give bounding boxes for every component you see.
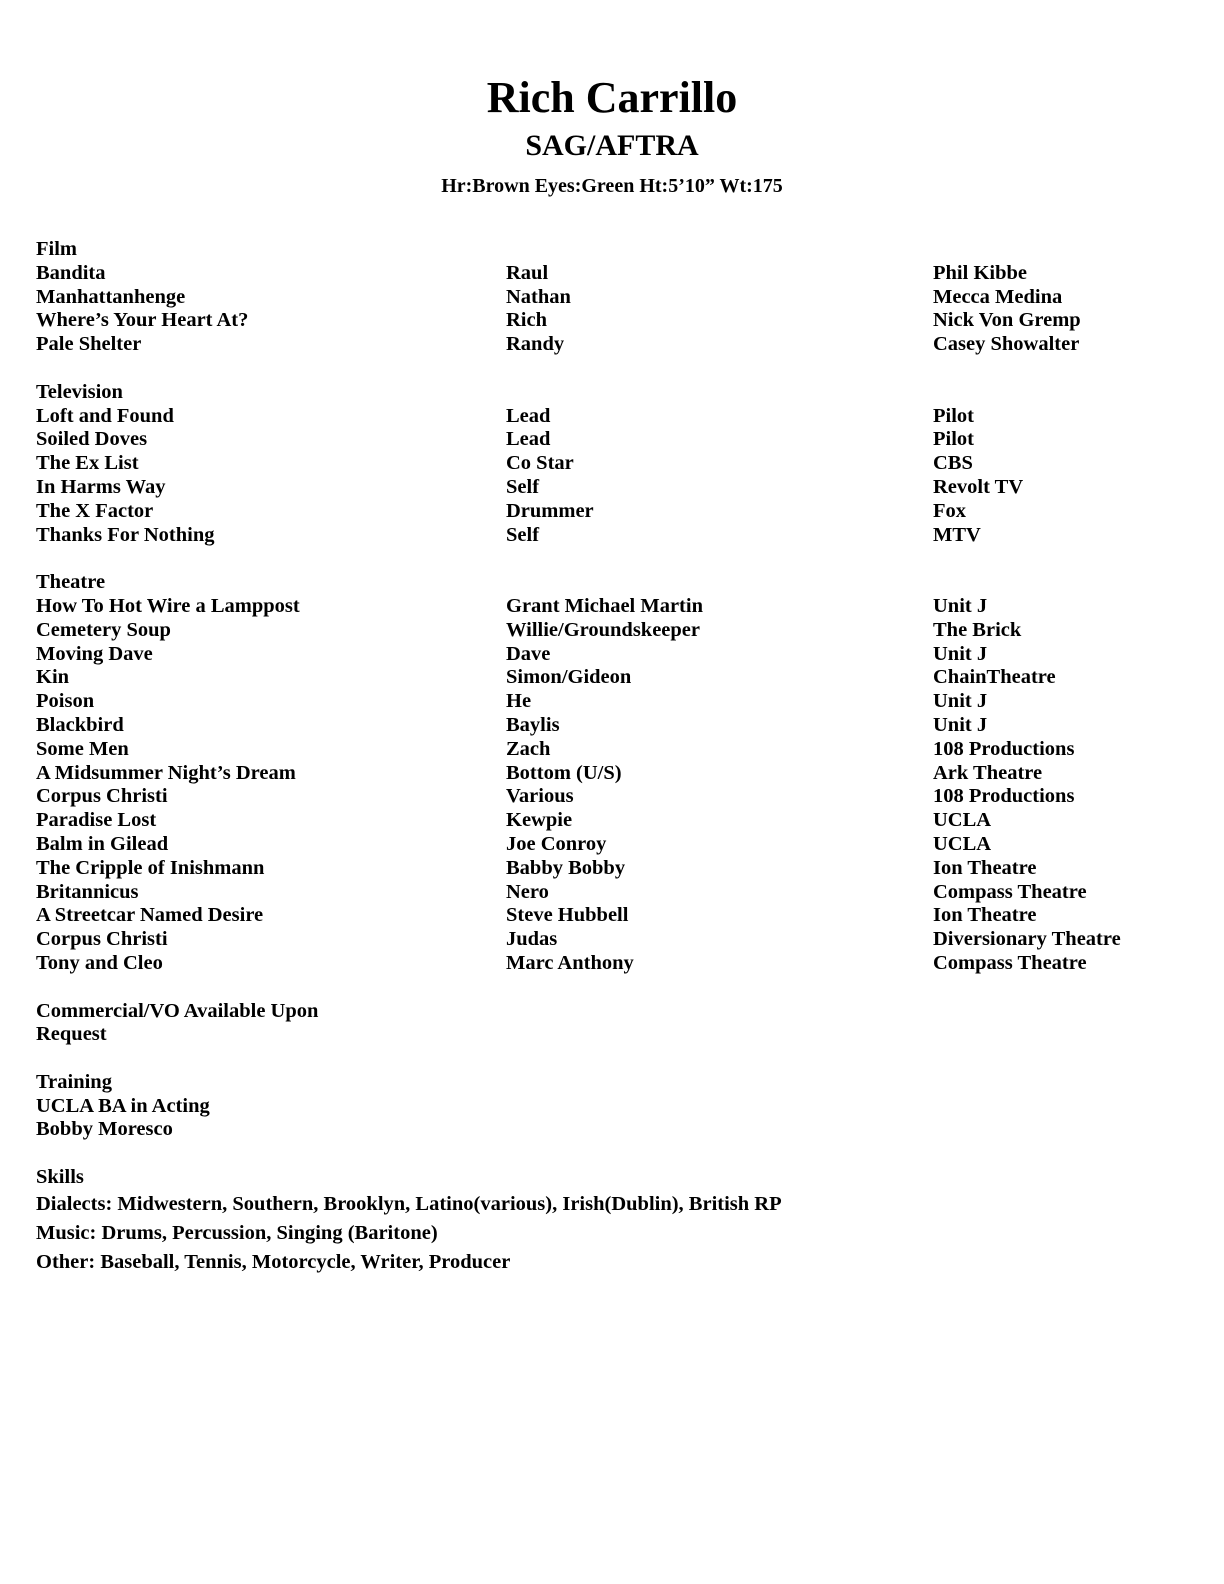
- credit-company: Casey Showalter: [933, 333, 1080, 356]
- skills-music: Music: Drums, Percussion, Singing (Baritone): [36, 1221, 438, 1244]
- television-section-title: Television: [36, 380, 123, 403]
- credit-company: Compass Theatre: [933, 880, 1087, 903]
- credit-role: Willie/Groundskeeper: [506, 618, 701, 641]
- credit-project: Poison: [36, 690, 95, 713]
- credit-role: Nero: [506, 880, 549, 903]
- credit-project: Thanks For Nothing: [36, 523, 215, 546]
- credit-company: Pilot: [933, 404, 974, 427]
- credit-role: He: [506, 690, 532, 713]
- credit-company: Nick Von Gremp: [933, 309, 1081, 332]
- credit-row: [36, 405, 1196, 429]
- credit-role: Rich: [506, 309, 547, 332]
- credit-row: [36, 714, 1196, 738]
- film-section: [36, 238, 1196, 357]
- credit-company: The Brick: [933, 618, 1022, 641]
- credit-company: Ion Theatre: [933, 904, 1037, 927]
- credit-role: Joe Conroy: [506, 832, 607, 855]
- credit-role: Self: [506, 475, 540, 498]
- credit-company: Compass Theatre: [933, 951, 1087, 974]
- credit-row: [36, 309, 1196, 333]
- credit-company: Phil Kibbe: [933, 261, 1027, 284]
- training-section-title: Training: [36, 1070, 112, 1093]
- credit-row: [36, 286, 1196, 310]
- credit-project: Bandita: [36, 261, 106, 284]
- credit-company: Mecca Medina: [933, 285, 1063, 308]
- credit-project: Soiled Doves: [36, 428, 148, 451]
- credit-row: [36, 428, 1196, 452]
- television-section: [36, 381, 1196, 548]
- credit-row: [36, 690, 1196, 714]
- resume-header: [0, 72, 1224, 198]
- credit-role: Kewpie: [506, 809, 573, 832]
- credit-company: CBS: [933, 452, 973, 475]
- credit-row: [36, 262, 1196, 286]
- credit-project: Corpus Christi: [36, 785, 168, 808]
- credit-company: Unit J: [933, 713, 988, 736]
- credit-role: Nathan: [506, 285, 571, 308]
- actor-name: Rich Carrillo: [486, 73, 738, 122]
- credit-row: [36, 857, 1196, 881]
- credit-project: Moving Dave: [36, 642, 153, 665]
- credit-row: [36, 928, 1196, 952]
- credit-project: Paradise Lost: [36, 809, 157, 832]
- credit-row: [36, 500, 1196, 524]
- credit-row: [36, 809, 1196, 833]
- credit-project: Manhattanhenge: [36, 285, 186, 308]
- credit-role: Simon/Gideon: [506, 666, 632, 689]
- skills-section-title: Skills: [36, 1166, 84, 1189]
- credit-project: Loft and Found: [36, 404, 174, 427]
- credit-company: Unit J: [933, 594, 988, 617]
- credit-role: Lead: [506, 428, 551, 451]
- skills-other: Other: Baseball, Tennis, Motorcycle, Writer, Producer: [36, 1250, 511, 1273]
- credit-row: [36, 524, 1196, 548]
- credit-row: [36, 476, 1196, 500]
- credit-project: The Ex List: [36, 452, 139, 475]
- credit-role: Drummer: [506, 499, 594, 522]
- credit-project: Britannicus: [36, 880, 139, 903]
- credit-role: Judas: [506, 928, 558, 951]
- credit-project: A Midsummer Night’s Dream: [36, 761, 296, 784]
- credit-company: 108 Productions: [933, 737, 1075, 760]
- credit-role: Randy: [506, 333, 565, 356]
- credit-project: Where’s Your Heart At?: [36, 309, 249, 332]
- credit-row: [36, 666, 1196, 690]
- credit-role: Grant Michael Martin: [506, 594, 703, 617]
- television-credits: [36, 405, 1196, 548]
- training-item: Bobby Moresco: [36, 1118, 173, 1141]
- credit-row: [36, 833, 1196, 857]
- credit-company: Diversionary Theatre: [933, 928, 1121, 951]
- credit-project: Some Men: [36, 737, 129, 760]
- credit-project: Corpus Christi: [36, 928, 168, 951]
- credit-role: Various: [506, 785, 574, 808]
- credit-company: Unit J: [933, 690, 988, 713]
- resume-body: [36, 238, 1196, 1277]
- credit-row: [36, 333, 1196, 357]
- credit-company: Ark Theatre: [933, 761, 1043, 784]
- credit-project: In Harms Way: [36, 475, 166, 498]
- credit-project: The X Factor: [36, 499, 154, 522]
- skills-section: [36, 1166, 1196, 1277]
- commercial-note-line-1: Commercial/VO Available Upon: [36, 999, 319, 1022]
- credit-project: Pale Shelter: [36, 333, 142, 356]
- credit-company: Fox: [933, 499, 967, 522]
- credit-project: Cemetery Soup: [36, 618, 171, 641]
- credit-company: UCLA: [933, 832, 992, 855]
- credit-row: [36, 452, 1196, 476]
- credit-role: Baylis: [506, 713, 560, 736]
- training-item: UCLA BA in Acting: [36, 1094, 210, 1117]
- credit-row: [36, 762, 1196, 786]
- credit-project: How To Hot Wire a Lamppost: [36, 594, 300, 617]
- credit-company: Pilot: [933, 428, 974, 451]
- credit-role: Raul: [506, 261, 549, 284]
- credit-project: A Streetcar Named Desire: [36, 904, 264, 927]
- credit-company: Revolt TV: [933, 475, 1024, 498]
- credit-role: Bottom (U/S): [506, 761, 622, 784]
- film-section-title: Film: [36, 238, 77, 260]
- credit-company: Ion Theatre: [933, 856, 1037, 879]
- credit-company: UCLA: [933, 809, 992, 832]
- credit-role: Dave: [506, 642, 551, 665]
- film-credits: [36, 262, 1196, 357]
- credit-role: Marc Anthony: [506, 951, 634, 974]
- credit-company: 108 Productions: [933, 785, 1075, 808]
- credit-row: [36, 619, 1196, 643]
- credit-project: Balm in Gilead: [36, 832, 169, 855]
- training-section: [36, 1071, 1196, 1142]
- union-affiliation: SAG/AFTRA: [525, 129, 699, 162]
- credit-row: [36, 904, 1196, 928]
- credit-row: [36, 643, 1196, 667]
- theatre-credits: [36, 595, 1196, 976]
- credit-project: Blackbird: [36, 713, 124, 736]
- credit-role: Lead: [506, 404, 551, 427]
- commercial-note: [36, 1000, 356, 1048]
- skills-dialects: Dialects: Midwestern, Southern, Brooklyn, Latino(various), Irish(Dublin), British RP: [36, 1192, 782, 1215]
- credit-role: Steve Hubbell: [506, 904, 629, 927]
- commercial-note-line-2: Request: [36, 1023, 107, 1046]
- credit-role: Babby Bobby: [506, 856, 626, 879]
- credit-role: Co Star: [506, 452, 574, 475]
- credit-project: The Cripple of Inishmann: [36, 856, 265, 879]
- theatre-section-title: Theatre: [36, 571, 106, 594]
- credit-company: MTV: [933, 523, 981, 546]
- credit-row: [36, 785, 1196, 809]
- credit-company: ChainTheatre: [933, 666, 1056, 689]
- credit-project: Kin: [36, 666, 70, 689]
- credit-row: [36, 595, 1196, 619]
- credit-role: Self: [506, 523, 540, 546]
- credit-project: Tony and Cleo: [36, 951, 163, 974]
- credit-row: [36, 738, 1196, 762]
- credit-company: Unit J: [933, 642, 988, 665]
- credit-row: [36, 952, 1196, 976]
- credit-row: [36, 881, 1196, 905]
- credit-role: Zach: [506, 737, 551, 760]
- physical-stats: Hr:Brown Eyes:Green Ht:5’10” Wt:175: [441, 175, 783, 197]
- theatre-section: [36, 571, 1196, 976]
